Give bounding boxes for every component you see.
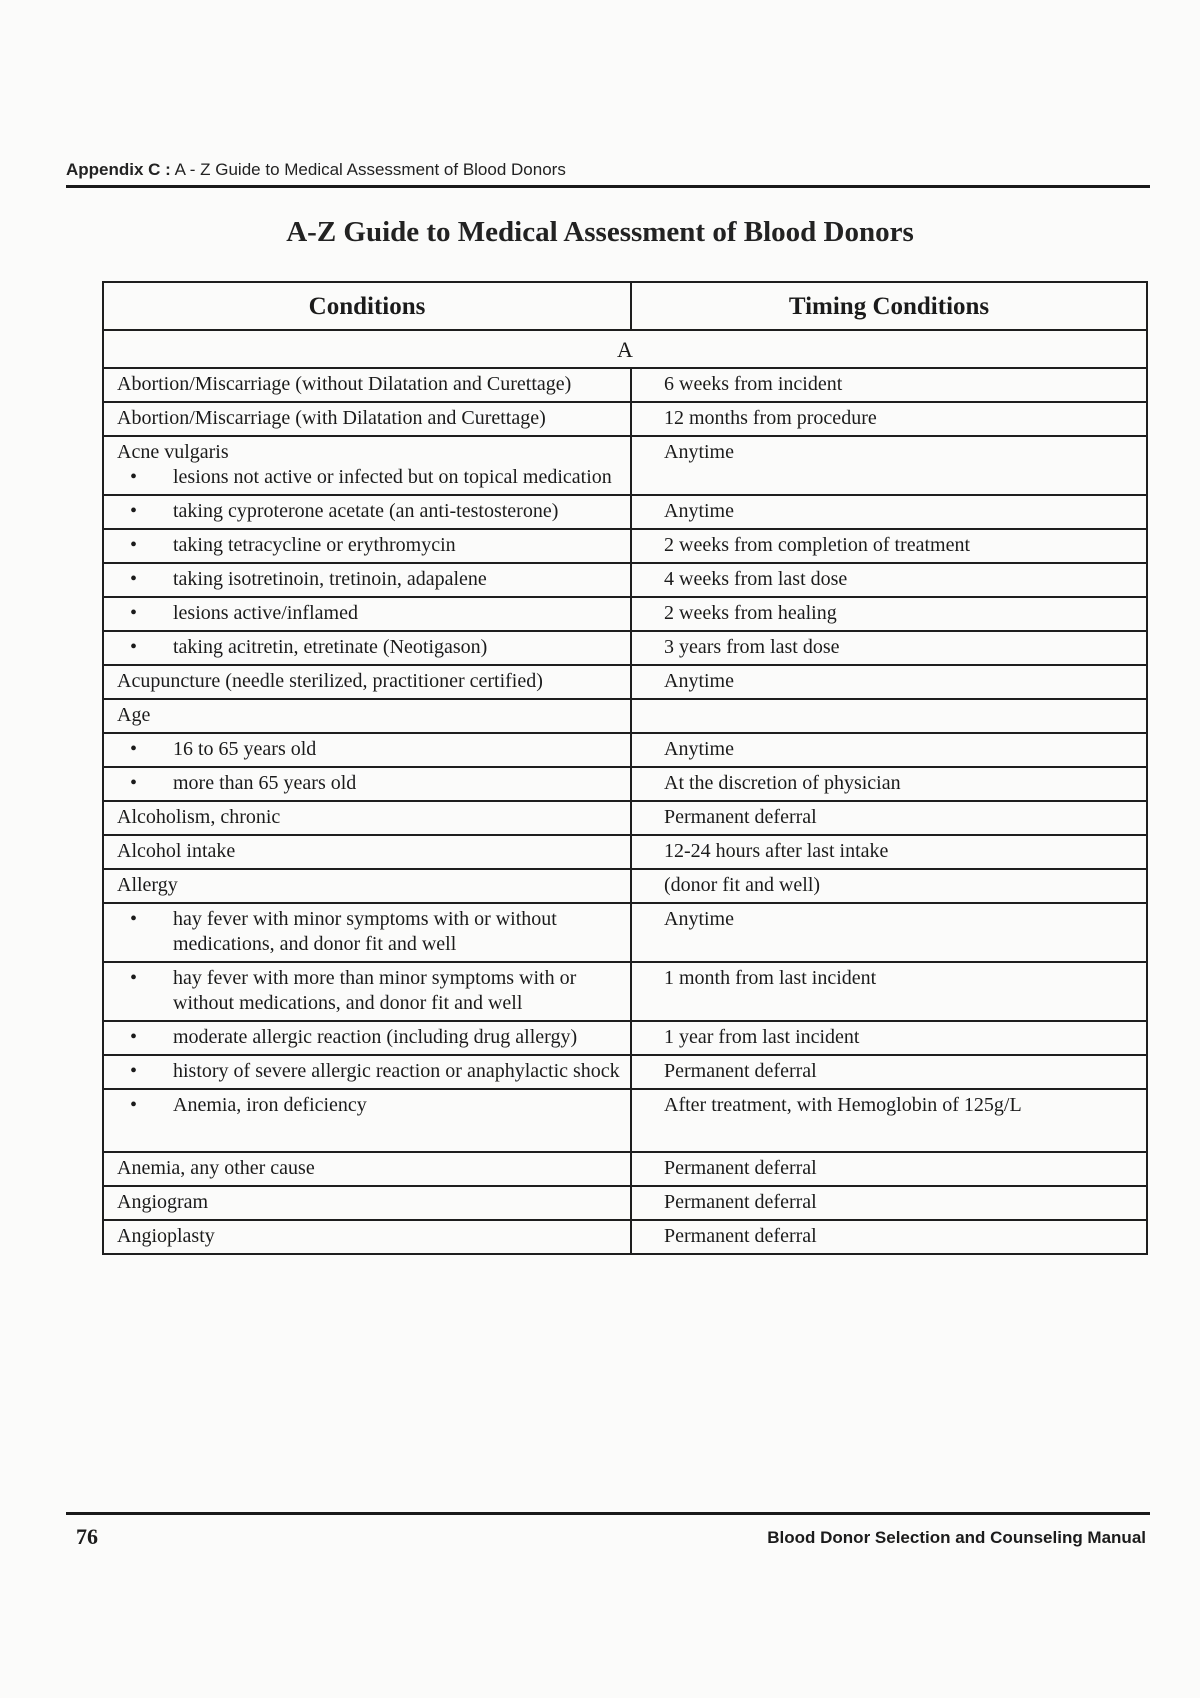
timing-cell: Permanent deferral: [631, 1220, 1147, 1254]
bullet: •: [130, 738, 138, 760]
timing-cell: 6 weeks from incident: [631, 368, 1147, 402]
timing-cell: 1 month from last incident: [631, 962, 1147, 1021]
table-row: [103, 835, 1147, 869]
bullet: •: [130, 908, 138, 930]
table-row: [103, 436, 1147, 495]
table-row: [103, 733, 1147, 767]
condition-cell: Angiogram: [103, 1186, 631, 1220]
bullet: •: [130, 967, 138, 989]
table-row: [103, 1186, 1147, 1220]
table-row: [103, 665, 1147, 699]
condition-cell: • history of severe allergic reaction or anaphylactic shock: [103, 1055, 631, 1089]
bullet: •: [130, 500, 138, 522]
timing-cell: 4 weeks from last dose: [631, 563, 1147, 597]
table-row: [103, 563, 1147, 597]
bullet: •: [130, 466, 138, 488]
table-row: [103, 597, 1147, 631]
condition-cell: • taking tetracycline or erythromycin: [103, 529, 631, 563]
timing-cell: 12-24 hours after last intake: [631, 835, 1147, 869]
table-row: [103, 869, 1147, 903]
condition-cell: Anemia, any other cause: [103, 1152, 631, 1186]
condition-cell: Alcoholism, chronic: [103, 801, 631, 835]
condition-cell: • hay fever with more than minor symptoms with or without medications, and donor fit and well: [103, 962, 631, 1021]
column-header-timing: Timing Conditions: [631, 282, 1147, 330]
timing-cell: Anytime: [631, 903, 1147, 962]
condition-cell: Abortion/Miscarriage (without Dilatation and Curettage): [103, 368, 631, 402]
condition-cell: Alcohol intake: [103, 835, 631, 869]
condition-cell: • taking isotretinoin, tretinoin, adapalene: [103, 563, 631, 597]
timing-cell: Permanent deferral: [631, 801, 1147, 835]
table-row: [103, 962, 1147, 1021]
table-row: [103, 402, 1147, 436]
manual-name: Blood Donor Selection and Counseling Manual: [767, 1528, 1146, 1547]
timing-cell: Anytime: [631, 665, 1147, 699]
condition-subitem: lesions not active or infected but on topical medication: [173, 466, 612, 488]
bullet: •: [130, 1026, 138, 1048]
bullet: •: [130, 772, 138, 794]
appendix-subject: A - Z Guide to Medical Assessment of Blood Donors: [174, 160, 566, 179]
footer-rule: [66, 1512, 1150, 1515]
condition-cell: Allergy: [103, 869, 631, 903]
running-header: [66, 160, 566, 180]
assessment-table: [102, 281, 1146, 1255]
timing-cell: [631, 699, 1147, 733]
timing-cell: Anytime: [631, 495, 1147, 529]
timing-cell: 3 years from last dose: [631, 631, 1147, 665]
condition-cell: • Anemia, iron deficiency: [103, 1089, 631, 1152]
table-row: [103, 801, 1147, 835]
table-row: [103, 495, 1147, 529]
table-row: [103, 368, 1147, 402]
condition-cell: Angioplasty: [103, 1220, 631, 1254]
condition-cell: • moderate allergic reaction (including drug allergy): [103, 1021, 631, 1055]
condition-cell: • taking cyproterone acetate (an anti-testosterone): [103, 495, 631, 529]
bullet: •: [130, 636, 138, 658]
table-row: [103, 903, 1147, 962]
table-row: [103, 1220, 1147, 1254]
table-row: [103, 699, 1147, 733]
timing-cell: 1 year from last incident: [631, 1021, 1147, 1055]
table-row: [103, 767, 1147, 801]
timing-cell: Anytime: [631, 436, 1147, 495]
condition-cell: • 16 to 65 years old: [103, 733, 631, 767]
timing-cell: 2 weeks from healing: [631, 597, 1147, 631]
condition-cell: Acupuncture (needle sterilized, practitioner certified): [103, 665, 631, 699]
timing-cell: Anytime: [631, 733, 1147, 767]
table-row: [103, 1089, 1147, 1152]
bullet: •: [130, 1060, 138, 1082]
section-row: [103, 330, 1147, 368]
bullet: •: [130, 1094, 138, 1116]
bullet: •: [130, 568, 138, 590]
condition-cell: • lesions active/inflamed: [103, 597, 631, 631]
condition-cell: • more than 65 years old: [103, 767, 631, 801]
timing-cell: 12 months from procedure: [631, 402, 1147, 436]
condition-cell: • hay fever with minor symptoms with or without medications, and donor fit and well: [103, 903, 631, 962]
timing-cell: Permanent deferral: [631, 1055, 1147, 1089]
condition-group-label: Acne vulgaris: [117, 441, 229, 463]
bullet: •: [130, 534, 138, 556]
section-letter: A: [103, 330, 1147, 368]
timing-cell: After treatment, with Hemoglobin of 125g/L: [631, 1089, 1147, 1152]
condition-cell: Age: [103, 699, 631, 733]
condition-cell: • taking acitretin, etretinate (Neotigason): [103, 631, 631, 665]
timing-cell: Permanent deferral: [631, 1152, 1147, 1186]
timing-cell: At the discretion of physician: [631, 767, 1147, 801]
table-header-row: [103, 282, 1147, 330]
page-number: 76: [76, 1524, 98, 1549]
timing-cell: (donor fit and well): [631, 869, 1147, 903]
header-rule: [66, 185, 1150, 188]
condition-cell: [103, 436, 631, 495]
table-row: [103, 1152, 1147, 1186]
appendix-label: Appendix C :: [66, 160, 171, 179]
column-header-conditions: Conditions: [103, 282, 631, 330]
table-row: [103, 1021, 1147, 1055]
table-row: [103, 631, 1147, 665]
timing-cell: 2 weeks from completion of treatment: [631, 529, 1147, 563]
timing-cell: Permanent deferral: [631, 1186, 1147, 1220]
document-title: A-Z Guide to Medical Assessment of Blood Donors: [286, 216, 914, 248]
bullet: •: [130, 602, 138, 624]
table-row: [103, 1055, 1147, 1089]
table-row: [103, 529, 1147, 563]
condition-cell: Abortion/Miscarriage (with Dilatation and Curettage): [103, 402, 631, 436]
